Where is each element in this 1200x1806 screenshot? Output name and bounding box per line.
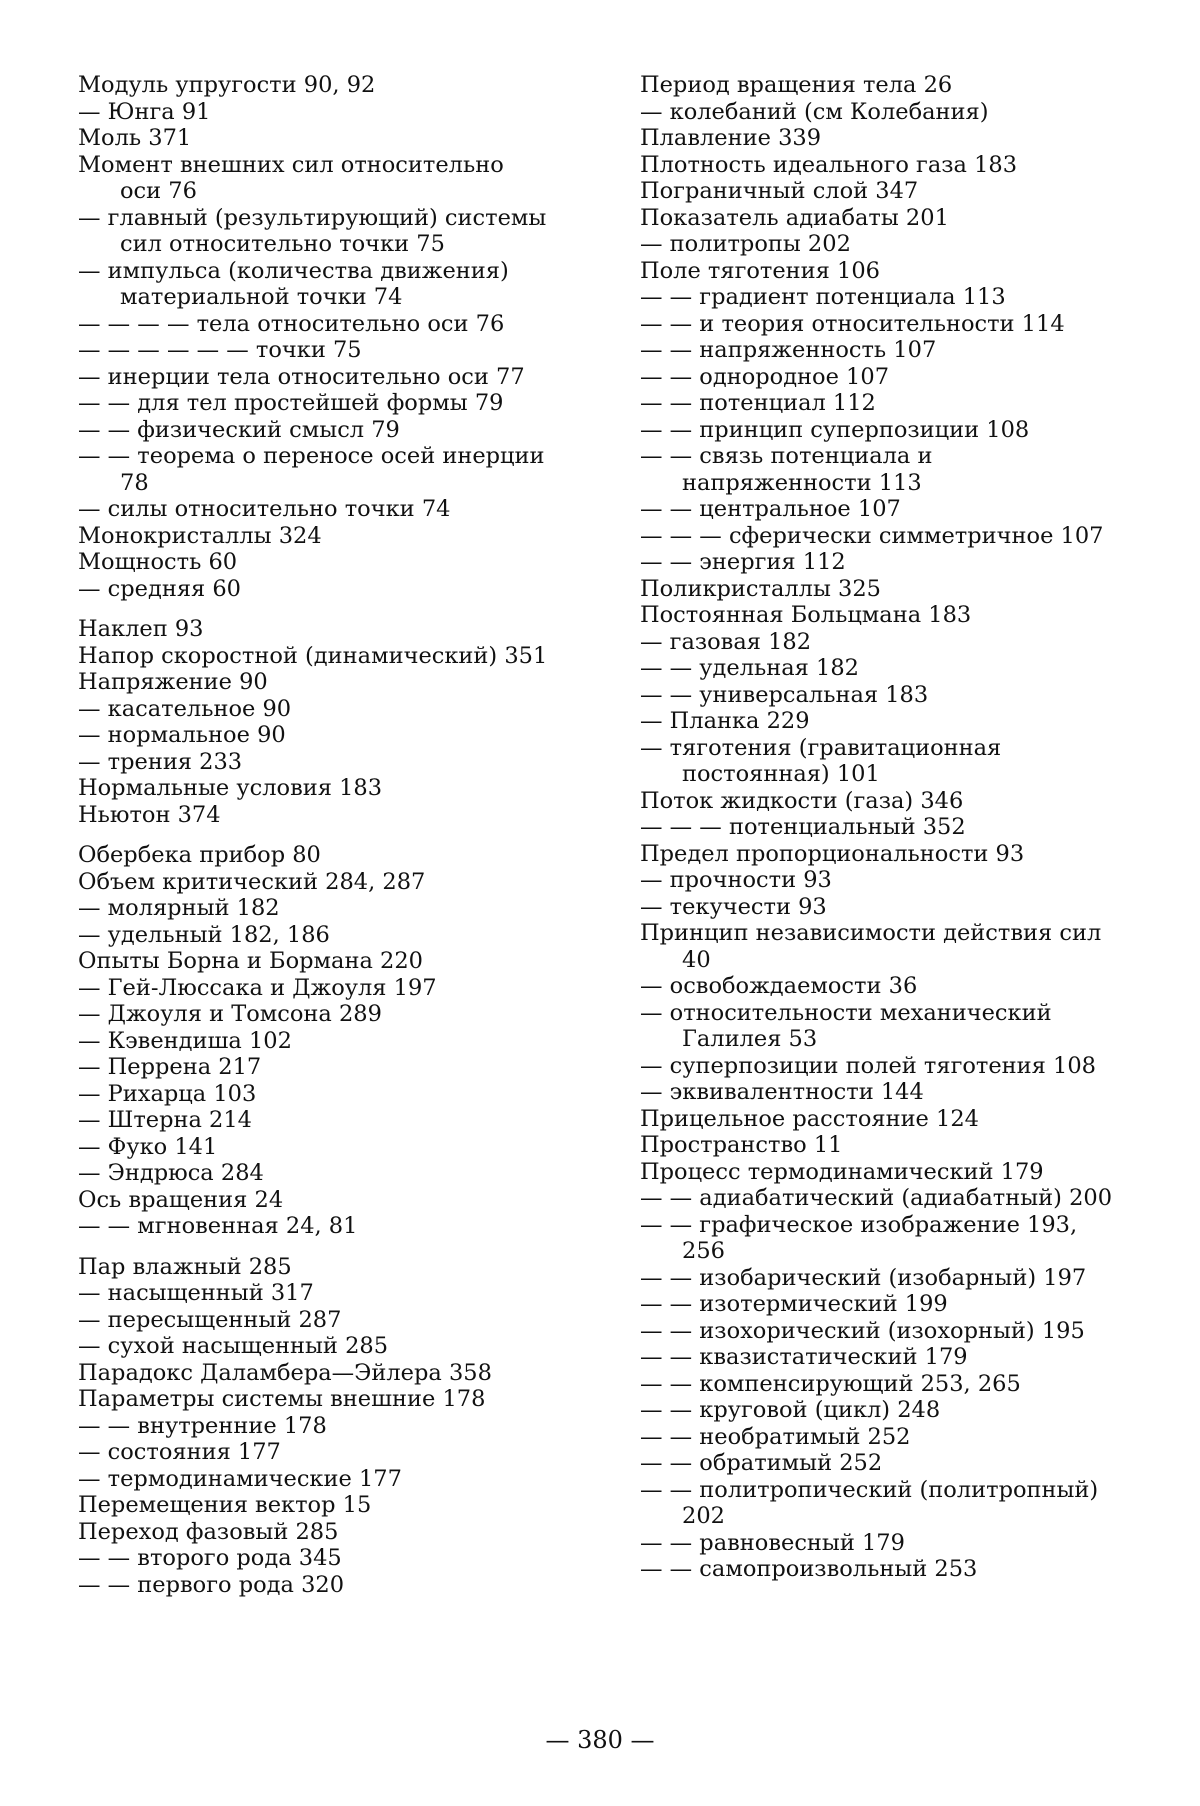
- index-entry: — — внутренние 178: [78, 1412, 327, 1439]
- index-entry: — — для тел простейшей формы 79: [78, 390, 504, 416]
- index-entry: Перемещения вектор 15: [78, 1492, 372, 1518]
- index-entry: Опыты Борна и Бормана 220: [78, 948, 423, 974]
- index-entry: — термодинамические 177: [78, 1465, 402, 1492]
- index-entry: Монокристаллы 324: [78, 522, 322, 549]
- page-number: — 380 —: [545, 1726, 655, 1754]
- index-entry: — — энергия 112: [640, 549, 846, 575]
- index-entry: — нормальное 90: [78, 722, 286, 748]
- index-entry: Период вращения тела 26: [640, 72, 953, 98]
- index-entry: — Планка 229: [640, 708, 810, 734]
- index-entry: Модуль упругости 90, 92: [78, 72, 376, 98]
- index-entry: — суперпозиции полей тяготения 108: [640, 1052, 1096, 1079]
- index-entry: Показатель адиабаты 201: [640, 204, 949, 231]
- index-entry: — — однородное 107: [640, 363, 890, 390]
- index-entry: — насыщенный 317: [78, 1280, 314, 1306]
- index-entry: — удельный 182, 186: [78, 921, 330, 948]
- index-entry: Мощность 60: [78, 549, 238, 575]
- index-entry: — газовая 182: [640, 628, 812, 655]
- index-entry: — Фуко 141: [78, 1133, 218, 1160]
- index-entry: — — — — тела относительно оси 76: [78, 310, 505, 337]
- index-entry: Пар влажный 285: [78, 1253, 292, 1280]
- index-entry: Поликристаллы 325: [640, 575, 881, 602]
- index-entry: — состояния 177: [78, 1439, 281, 1465]
- index-entry: Моль 371: [78, 125, 192, 151]
- index-entry: — Джоуля и Томсона 289: [78, 1001, 382, 1027]
- index-entry: — Эндрюса 284: [78, 1160, 264, 1186]
- index-entry: Нормальные условия 183: [78, 775, 383, 801]
- index-entry: Наклеп 93: [78, 616, 204, 642]
- index-entry: — силы относительно точки 74: [78, 496, 451, 522]
- index-entry: — прочности 93: [640, 867, 832, 893]
- index-entry: — трения 233: [78, 748, 243, 775]
- index-entry: — Перрена 217: [78, 1054, 262, 1080]
- index-entry: — главный (результирующий) системы сил относительно точки 75: [78, 204, 547, 257]
- index-entry: Переход фазовый 285: [78, 1518, 339, 1545]
- index-entry: — сухой насыщенный 285: [78, 1333, 389, 1359]
- index-entry: Парадокс Даламбера—Эйлера 358: [78, 1359, 492, 1386]
- index-entry: — — и теория относительности 114: [640, 310, 1065, 337]
- index-entry: — — универсальная 183: [640, 681, 929, 708]
- index-entry: — — второго рода 345: [78, 1545, 342, 1571]
- index-entry: Обербека прибор 80: [78, 842, 321, 868]
- index-entry: — средняя 60: [78, 575, 241, 602]
- index-entry: Плотность идеального газа 183: [640, 151, 1018, 178]
- index-entry: — касательное 90: [78, 695, 292, 722]
- index-entry: — Штерна 214: [78, 1107, 253, 1133]
- index-entry: — освобождаемости 36: [640, 973, 918, 999]
- index-entry: Прицельное расстояние 124: [640, 1105, 979, 1132]
- index-entry: Момент внешних сил относительно оси 76: [78, 151, 504, 204]
- index-entry: — — круговой (цикл) 248: [640, 1397, 941, 1423]
- index-entry: — — потенциал 112: [640, 390, 876, 416]
- index-entry: — — обратимый 252: [640, 1450, 883, 1476]
- index-entry: Объем критический 284, 287: [78, 868, 426, 895]
- index-entry: — относительности механический Галилея 53: [640, 999, 1052, 1052]
- index-entry: — — принцип суперпозиции 108: [640, 416, 1030, 443]
- index-entry: — — квазистатический 179: [640, 1344, 968, 1370]
- index-entry: — эквивалентности 144: [640, 1079, 924, 1105]
- index-entry: Напряжение 90: [78, 669, 268, 695]
- index-entry: Поток жидкости (газа) 346: [640, 787, 964, 814]
- index-entry: — — градиент потенциала 113: [640, 284, 1006, 310]
- index-entry: — — напряженность 107: [640, 337, 937, 363]
- index-entry: — политропы 202: [640, 231, 851, 257]
- index-entry: — пересыщенный 287: [78, 1306, 342, 1333]
- index-entry: Плавление 339: [640, 125, 822, 151]
- index-entry: — — адиабатический (адиабатный) 200: [640, 1185, 1113, 1211]
- index-entry: — инерции тела относительно оси 77: [78, 363, 525, 390]
- index-entry: — — самопроизвольный 253: [640, 1556, 978, 1582]
- index-entry: Напор скоростной (динамический) 351: [78, 642, 548, 669]
- index-entry: — колебаний (см Колебания): [640, 98, 989, 125]
- index-entry: — тяготения (гравитационная постоянная) 101: [640, 734, 1002, 787]
- index-entry: — — центральное 107: [640, 496, 901, 522]
- index-entry: Ньютон 374: [78, 801, 221, 828]
- index-column-right: [640, 72, 1120, 1583]
- index-entry: — — — сферически симметричное 107: [640, 522, 1104, 549]
- index-entry: — — необратимый 252: [640, 1423, 911, 1450]
- index-column-left: [78, 72, 548, 1598]
- index-entry: Пограничный слой 347: [640, 178, 919, 204]
- index-entry: — — теорема о переносе осей инерции 78: [78, 443, 545, 496]
- index-entry: — — связь потенциала и напряженности 113: [640, 443, 933, 496]
- index-entry: — Юнга 91: [78, 98, 211, 125]
- index-entry: — молярный 182: [78, 895, 280, 921]
- index-entry: — — компенсирующий 253, 265: [640, 1370, 1021, 1397]
- index-entry: — текучести 93: [640, 893, 827, 920]
- index-entry: Предел пропорциональности 93: [640, 840, 1025, 867]
- index-entry: — — первого рода 320: [78, 1571, 345, 1598]
- index-entry: — Кэвендиша 102: [78, 1027, 292, 1054]
- index-entry: — — изотермический 199: [640, 1291, 948, 1317]
- index-entry: Пространство 11: [640, 1132, 843, 1158]
- index-entry: Параметры системы внешние 178: [78, 1386, 486, 1412]
- index-entry: Поле тяготения 106: [640, 257, 880, 284]
- index-entry: — — удельная 182: [640, 655, 859, 681]
- index-entry: — — — потенциальный 352: [640, 814, 966, 840]
- index-entry: Процесс термодинамический 179: [640, 1158, 1044, 1185]
- index-entry: — — изохорический (изохорный) 195: [640, 1317, 1085, 1344]
- index-entry: Принцип независимости действия сил 40: [640, 920, 1102, 973]
- index-entry: — Гей-Люссака и Джоуля 197: [78, 974, 437, 1001]
- index-entry: — Рихарца 103: [78, 1080, 257, 1107]
- index-entry: Постоянная Больцмана 183: [640, 602, 972, 628]
- index-entry: — — физический смысл 79: [78, 416, 400, 443]
- index-entry: — — — — — — точки 75: [78, 337, 362, 363]
- index-entry: — импульса (количества движения) материальной точки 74: [78, 257, 509, 310]
- index-entry: — — политропический (политропный) 202: [640, 1476, 1099, 1529]
- index-entry: — — изобарический (изобарный) 197: [640, 1264, 1087, 1291]
- index-entry: — — графическое изображение 193, 256: [640, 1211, 1078, 1264]
- index-entry: — — равновесный 179: [640, 1529, 905, 1556]
- index-entry: Ось вращения 24: [78, 1186, 284, 1213]
- index-entry: — — мгновенная 24, 81: [78, 1213, 358, 1239]
